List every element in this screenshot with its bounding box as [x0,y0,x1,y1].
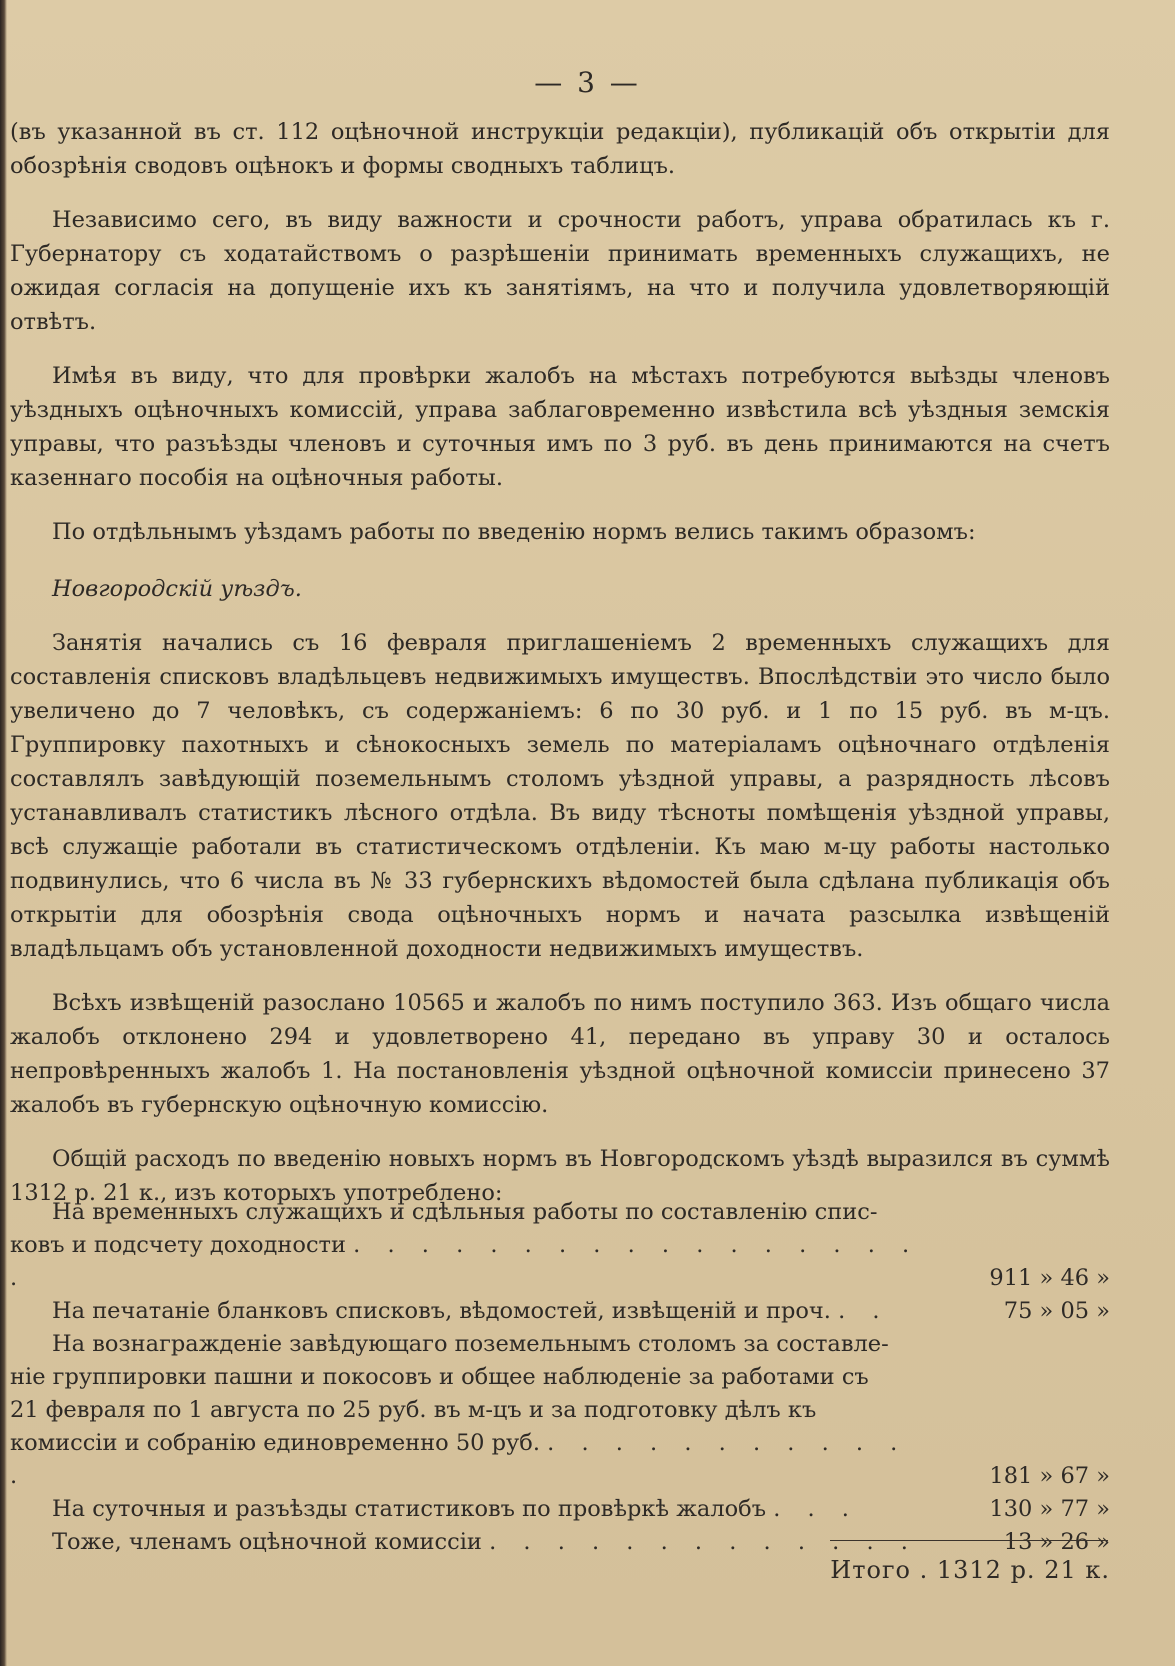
section-heading: Новгородскій уѣздъ. [52,576,302,602]
expense-amount: 130 » 77 » [989,1496,1110,1522]
leader-dots: . . . . . . . . . . . . . . . . . . [10,1232,920,1291]
expense-desc: На временныхъ служащихъ и сдѣльныя работы по составленію спис- [52,1199,878,1225]
expense-amount: 181 » 67 » [989,1463,1110,1489]
expense-desc: 21 февраля по 1 августа по 25 руб. въ м-цъ и за подготовку дѣлъ къ [10,1397,817,1423]
expense-row [10,1328,1110,1493]
expense-amount: 75 » 05 » [1003,1298,1110,1324]
expense-row [10,1526,1110,1559]
page-number: — 3 — [534,66,641,99]
expense-row [10,1493,1110,1526]
section-text [10,572,1110,1230]
expense-amount: 13 » 26 » [1003,1529,1110,1555]
leader-dots: . . . [773,1496,859,1522]
paragraph: Общій расходъ по введенію новыхъ нормъ въ Новгородскомъ уѣздѣ выразился въ суммѣ 1312 р. 21 к., изъ которыхъ употреблено: [10,1146,1110,1206]
expense-desc: На суточныя и разъѣзды статистиковъ по провѣркѣ жалобъ [52,1496,767,1522]
paragraph: Независимо сего, въ виду важности и срочности работъ, управа обратилась къ г. Губернатору съ ходатайствомъ о разрѣшеніи принимать временныхъ служащихъ, не ожидая согласія на допущеніе ихъ къ занятіямъ, на что и получила удовлетворяющій отвѣтъ. [10,207,1110,335]
expense-desc: ніе группировки пашни и покосовъ и общее наблюденіе за работами съ [10,1364,869,1390]
paragraph: Занятія начались съ 16 февраля приглашеніемъ 2 временныхъ служащихъ для составленія списковъ владѣльцевъ недвижимыхъ имуществъ. Впослѣдствіи это число было увеличено до 7 человѣкъ, съ содержаніемъ: 6 по 30 руб. и 1 по 15 руб. въ м-цъ. Группировку пахотныхъ и сѣнокосныхъ земель по матеріаламъ оцѣночнаго отдѣленія составлялъ завѣдующій поземельнымъ столомъ уѣздной управы, а разрядность лѣсовъ устанавливалъ статистикъ лѣсного отдѣла. Въ виду тѣсноты помѣщенія уѣздной управы, всѣ служащіе работали въ статистическомъ отдѣленіи. Къ маю м-цу работы настолько подвинулись, что 6 числа въ № 33 губернскихъ вѣдомостей была сдѣлана публикація объ открытіи для обозрѣнія свода оцѣночныхъ нормъ и начата разсылка извѣщеній владѣльцамъ объ установленной доходности недвижимыхъ имуществъ. [10,630,1110,962]
expense-row [10,1295,1110,1328]
expense-desc: ковъ и подсчету доходности [10,1232,346,1258]
expense-list [10,1196,1110,1559]
expense-desc: На вознагражденіе завѣдующаго поземельнымъ столомъ за составле- [52,1331,889,1357]
expense-desc: Тоже, членамъ оцѣночной комиссіи [52,1529,482,1555]
binding-edge [0,0,7,1666]
total-sum: Итого . 1312 р. 21 к. [830,1556,1110,1584]
paragraph: Всѣхъ извѣщеній разослано 10565 и жалобъ по нимъ поступило 363. Изъ общаго числа жалобъ отклонено 294 и удовлетворено 41, передано въ управу 30 и осталось непровѣренныхъ жалобъ 1. На постановленія уѣздной оцѣночной комиссіи принесено 37 жалобъ въ губернскую оцѣночную комиссію. [10,990,1110,1118]
leader-dots: . . . . . . . . . . . . [10,1430,908,1489]
expense-amount: 911 » 46 » [989,1265,1110,1291]
leader-dots: . . [838,1298,890,1324]
leader-dots: . . . . . . . . . . . . . [489,1529,918,1555]
expense-row [10,1196,1110,1295]
body-text [10,115,1110,569]
paragraph: (въ указанной въ ст. 112 оцѣночной инструкціи редакціи), публикацій объ открытіи для обозрѣнія сводовъ оцѣнокъ и формы сводныхъ таблицъ. [10,119,1110,179]
paragraph: Имѣя въ виду, что для провѣрки жалобъ на мѣстахъ потребуются выѣзды членовъ уѣздныхъ оцѣночныхъ комиссій, управа заблаговременно извѣстила всѣ уѣздныя земскія управы, что разъѣзды членовъ и суточныя имъ по 3 руб. въ день принимаются на счетъ казеннаго пособія на оцѣночныя работы. [10,363,1110,491]
paragraph: По отдѣльнымъ уѣздамъ работы по введенію нормъ велись такимъ образомъ: [52,519,976,545]
total-rule [830,1540,1108,1541]
expense-desc: На печатаніе бланковъ списковъ, вѣдомостей, извѣщеній и проч. [52,1298,831,1324]
expense-desc: комиссіи и собранію единовременно 50 руб. [10,1430,540,1456]
